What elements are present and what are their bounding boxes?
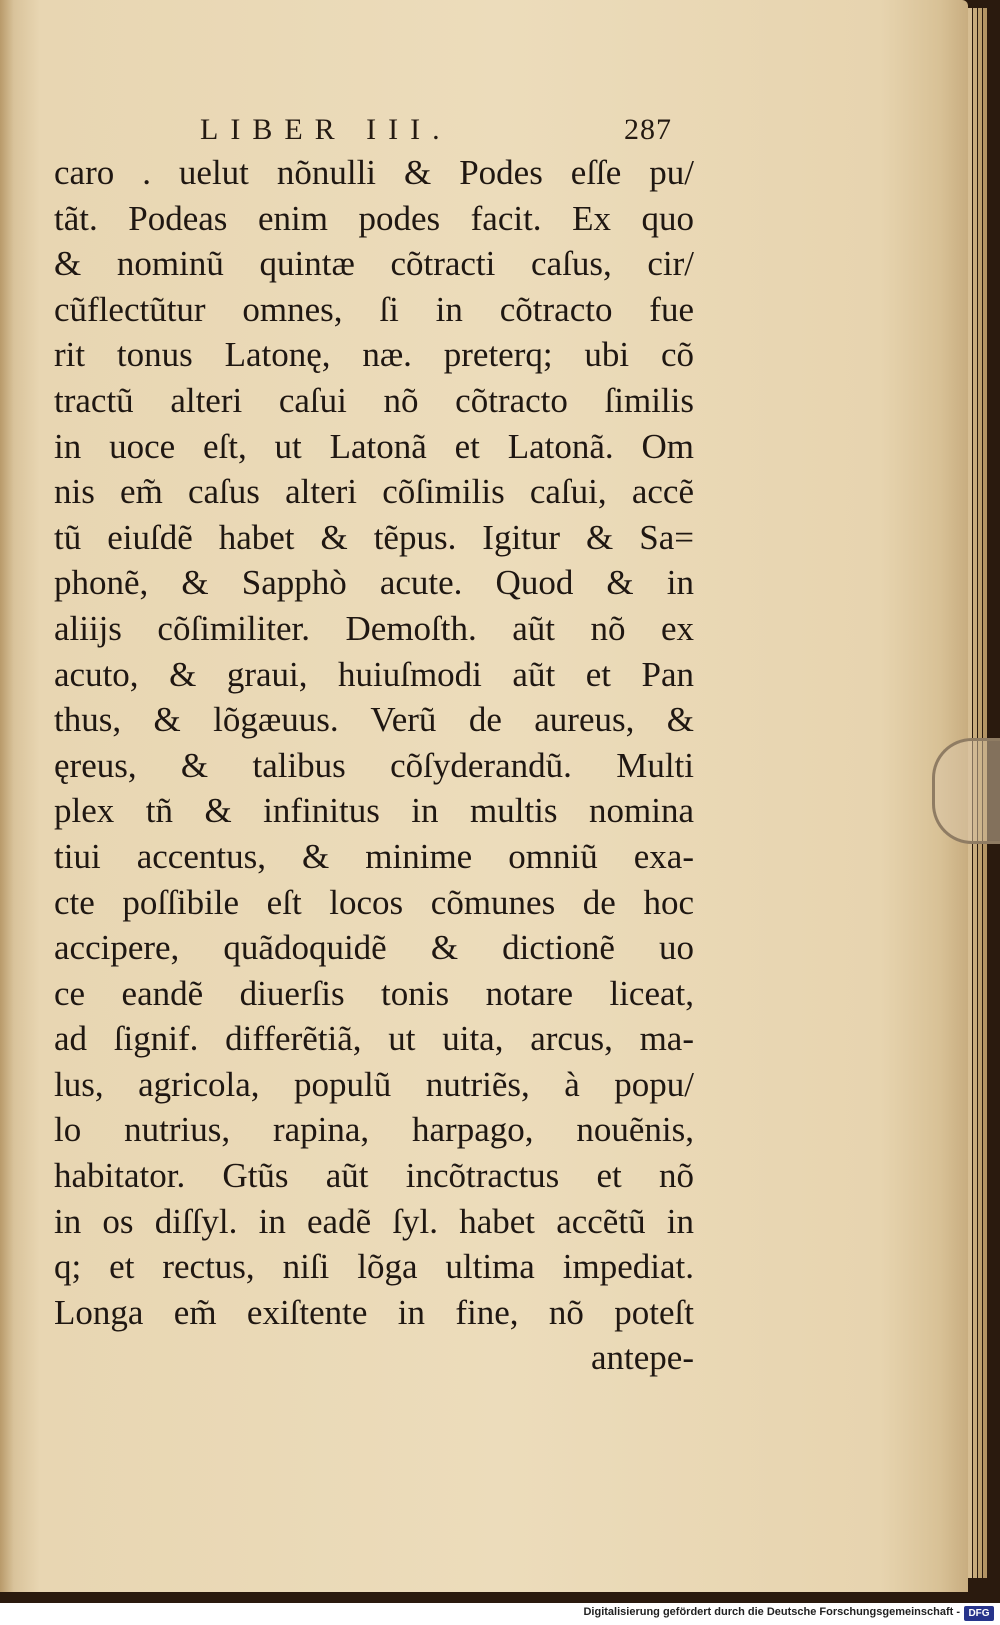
- page-number: 287: [624, 113, 672, 146]
- text-line: in os diſſyl. in eadẽ ſyl. habet accẽtũ in: [54, 1201, 694, 1241]
- text-line: rit tonus Latonę, næ. preterq; ubi cõ: [54, 335, 694, 375]
- body-text: [54, 150, 694, 1381]
- text-line: ad ſignif. differẽtiã, ut uita, arcus, ma-: [54, 1019, 694, 1059]
- catchword-row: [54, 1335, 694, 1381]
- text-line: in uoce eſt, ut Latonã et Latonã. Om: [54, 426, 694, 466]
- page-header: [200, 113, 720, 153]
- digitization-footer: [0, 1603, 1000, 1625]
- text-line: tũ eiuſdẽ habet & tẽpus. Igitur & Sa=: [54, 517, 694, 557]
- text-line: aliĳs cõſimiliter. Demoſth. aũt nõ ex: [54, 608, 694, 648]
- text-line: lo nutrius, rapina, harpago, nouẽnis,: [54, 1110, 694, 1150]
- text-line: tractũ alteri caſui nõ cõtracto ſimilis: [54, 380, 694, 420]
- text-line: caro . uelut nõnulli & Podes eſſe pu/: [54, 153, 694, 192]
- text-line: lus, agricola, populũ nutriẽs, à popu/: [54, 1064, 694, 1104]
- text-line: Longa em̃ exiſtente in fine, nõ poteſt: [54, 1292, 694, 1332]
- text-line: cte poſſibile eſt locos cõmunes de hoc: [54, 882, 694, 922]
- text-line: accipere, quãdoquidẽ & dictionẽ uo: [54, 928, 694, 968]
- catchword: antepe-: [591, 1338, 694, 1378]
- text-line: ęreus, & talibus cõſyderandũ. Multi: [54, 745, 694, 785]
- text-line: tiui accentus, & minime omniũ exa-: [54, 836, 694, 876]
- text-line: & nominũ quintæ cõtracti caſus, cir/: [54, 244, 694, 284]
- text-line: acuto, & graui, huiuſmodi aũt et Pan: [54, 654, 694, 694]
- text-line: q; et rectus, niſi lõga ultima impediat.: [54, 1247, 694, 1287]
- text-line: plex tñ & infinitus in multis nomina: [54, 791, 694, 831]
- running-title: LIBER III.: [200, 113, 452, 146]
- page-clip-icon: [932, 738, 1000, 844]
- text-line: ce eandẽ diuerſis tonis notare liceat,: [54, 973, 694, 1013]
- text-line: tãt. Podeas enim podes facit. Ex quo: [54, 198, 694, 238]
- dfg-logo-icon: DFG: [964, 1606, 994, 1621]
- text-line: habitator. Gtũs aũt incõtractus et nõ: [54, 1156, 694, 1196]
- text-line: thus, & lõgæuus. Verũ de aureus, &: [54, 700, 694, 740]
- text-line: cũflectũtur omnes, ſi in cõtracto fue: [54, 289, 694, 329]
- text-line: nis em̃ caſus alteri cõſimilis caſui, accẽ: [54, 472, 694, 512]
- funding-credit: Digitalisierung gefördert durch die Deutsche Forschungsgemeinschaft -: [583, 1606, 960, 1618]
- text-line: phonẽ, & Sapphò acute. Quod & in: [54, 563, 694, 603]
